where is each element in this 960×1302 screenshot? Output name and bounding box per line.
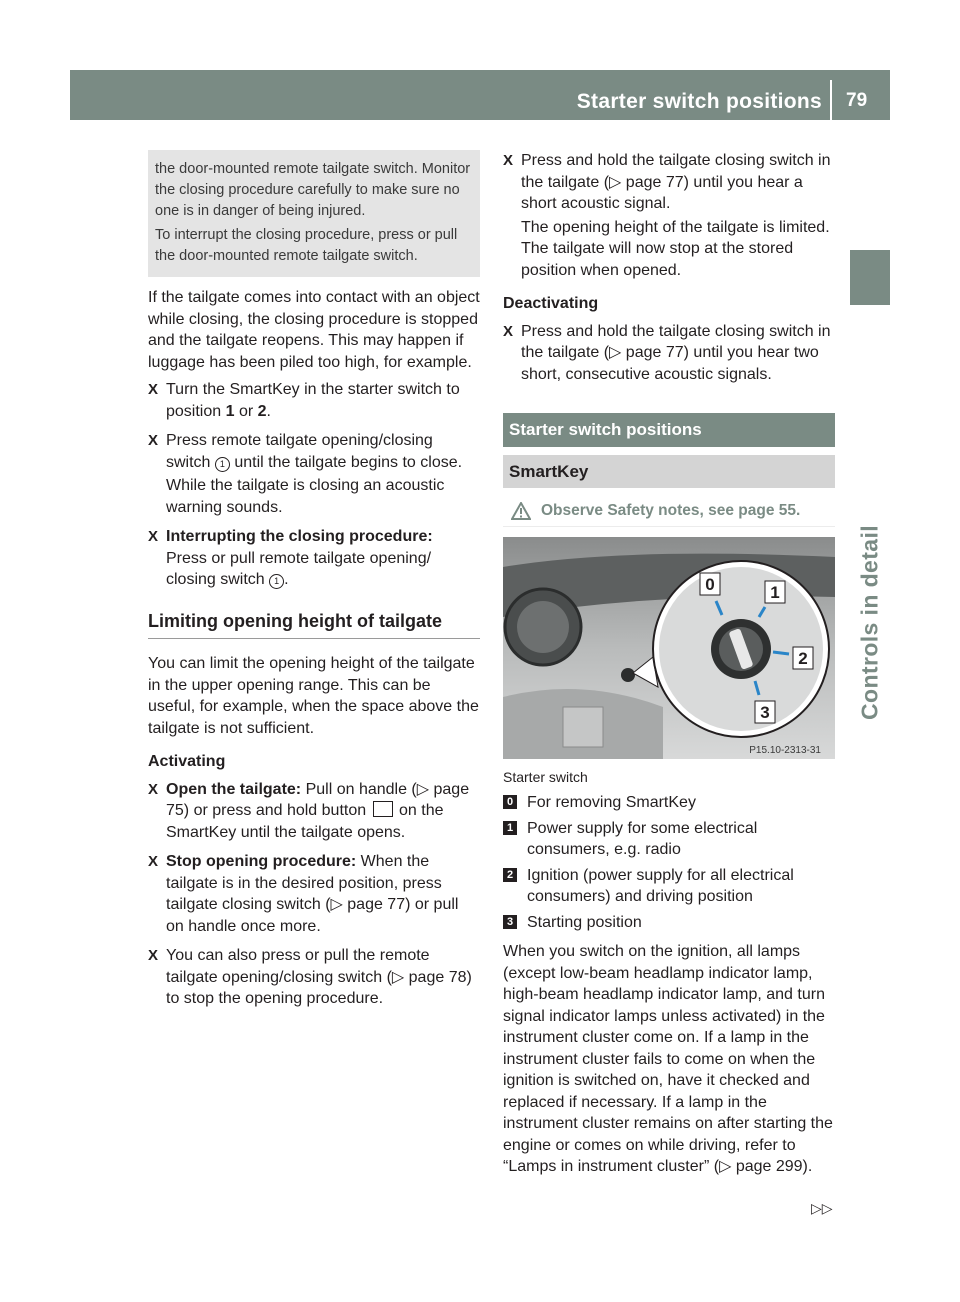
step-text: Press or pull remote tailgate opening/ closing switch: [166, 549, 432, 588]
figure-label-3: 3: [760, 702, 770, 722]
instruction-step: [503, 321, 835, 386]
body-paragraph: When you switch on the ignition, all lamps (except low-beam headlamp indicator lamp, high-beam headlamp indicator lamp, and turn signal indicator lamps unless activated) in the instrument cluster come on. If a lamp in the instrument cluster fails to come on when the ignition is switched on, have it checked and replaced if necessary. If a lamp in the instrument cluster remains on after starting the engine or comes on while driving, refer to “Lamps in instrument cluster” (▷ page 299).: [503, 943, 833, 1175]
warning-text: Observe Safety notes, see page 55.: [541, 502, 801, 519]
figure-label-1: 1: [770, 582, 780, 602]
legend-number: 1: [503, 821, 517, 835]
warning-note-box: [148, 150, 480, 277]
instruction-step: [148, 945, 480, 1010]
step-text: Press remote tailgate opening/closing switch: [166, 432, 433, 471]
instruction-step: [148, 430, 480, 518]
step-text: until the tailgate begins to close.: [229, 453, 463, 471]
safety-warning: [503, 496, 835, 527]
legend-item: [503, 912, 835, 934]
step-bold-label: Open the tailgate:: [166, 780, 302, 798]
instruction-step: [148, 526, 480, 591]
step-arrow-icon: X: [148, 853, 159, 870]
switch-callout-icon: 1: [269, 574, 284, 589]
figure-label-2: 2: [798, 648, 808, 668]
step-bold-label: Interrupting the closing procedure:: [166, 528, 433, 545]
tailgate-button-icon: [373, 801, 393, 817]
instruction-step: [503, 150, 835, 281]
instruction-step: [148, 851, 480, 937]
step-arrow-icon: X: [503, 152, 514, 169]
step-text: .: [266, 402, 271, 420]
instruction-step: [148, 379, 480, 422]
position-label: 1: [225, 402, 235, 420]
step-text: or: [234, 402, 258, 420]
figure-label-0: 0: [705, 574, 715, 594]
side-tab: [850, 250, 890, 305]
step-text: .: [284, 571, 289, 588]
legend-text: For removing SmartKey: [527, 794, 696, 811]
starter-switch-illustration: [503, 537, 835, 759]
legend-text: Power supply for some electrical consumers, e.g. radio: [527, 819, 758, 858]
legend-item: [503, 792, 835, 814]
subsection-title-bar: SmartKey: [503, 455, 835, 489]
figure-code: P15.10-2313-31: [749, 744, 821, 756]
step-text: You can also press or pull the remote tailgate opening/closing switch (▷ page 78) to stop the opening procedure.: [166, 947, 472, 1007]
side-section-label: Controls in detail: [856, 524, 883, 720]
note-paragraph: the door-mounted remote tailgate switch. Monitor the closing procedure carefully to make sure no one is in danger of being injured.: [155, 161, 471, 219]
switch-callout-icon: 1: [215, 457, 230, 472]
section-title-bar: Starter switch positions: [503, 413, 835, 447]
step-text: Press and hold the tailgate closing switch in the tailgate (▷ page 77) until you hear a short acoustic signal.: [521, 152, 831, 212]
figure-caption: Starter switch: [503, 768, 588, 785]
legend-item: [503, 818, 835, 861]
right-column: [503, 150, 835, 1184]
legend-item: [503, 865, 835, 908]
step-arrow-icon: X: [148, 528, 159, 545]
legend-text: Starting position: [527, 913, 642, 931]
step-text: Pull on handle (▷ page 75) or press and hold button: [166, 780, 470, 819]
instruction-step: [148, 779, 480, 844]
step-arrow-icon: X: [148, 947, 159, 964]
section-heading: Limiting opening height of tailgate: [148, 605, 480, 640]
body-paragraph: If the tailgate comes into contact with an object while closing, the closing procedure is stopped and the tailgate reopens. This may happen if luggage has been piled too high, for example.: [148, 289, 480, 371]
subheading-activating: Activating: [148, 753, 226, 770]
legend-text: Ignition (power supply for all electrical consumers) and driving position: [527, 866, 794, 905]
step-arrow-icon: X: [148, 432, 159, 449]
step-text: on the SmartKey until the tailgate opens.: [166, 802, 444, 841]
continue-icon: ▷▷: [811, 1200, 833, 1216]
header-divider: [830, 80, 832, 120]
step-bold-label: Stop opening procedure:: [166, 853, 357, 870]
step-text: Turn the SmartKey in the starter switch to position: [166, 381, 460, 420]
step-arrow-icon: X: [148, 780, 159, 798]
legend-number: 3: [503, 915, 517, 929]
left-column: [148, 150, 480, 1018]
step-text: Press and hold the tailgate closing switch in the tailgate (▷ page 77) until you hear two short, consecutive acoustic signals.: [521, 322, 831, 383]
legend-number: 2: [503, 868, 517, 882]
step-arrow-icon: X: [503, 322, 514, 340]
subheading-deactivating: Deactivating: [503, 295, 599, 312]
body-paragraph: You can limit the opening height of the tailgate in the upper opening range. This can be useful, for example, when the space above the tailgate is not sufficient.: [148, 655, 479, 737]
warning-triangle-icon: [511, 502, 531, 520]
step-subtext: While the tailgate is closing an acoustic warning sounds.: [166, 477, 445, 516]
position-label: 2: [257, 402, 267, 420]
note-paragraph: To interrupt the closing procedure, press or pull the door-mounted remote tailgate switch.: [155, 227, 458, 264]
step-arrow-icon: X: [148, 381, 159, 398]
legend-number: 0: [503, 795, 517, 809]
step-subtext: The opening height of the tailgate is limited. The tailgate will now stop at the stored position when opened.: [521, 218, 830, 279]
starter-switch-figure: [503, 537, 835, 759]
page-number: 79: [846, 90, 868, 111]
step-text: When the tailgate is in the desired position, press tailgate closing switch (▷ page 77) or pull on handle once more.: [166, 853, 459, 935]
page-title: Starter switch positions: [576, 90, 822, 113]
